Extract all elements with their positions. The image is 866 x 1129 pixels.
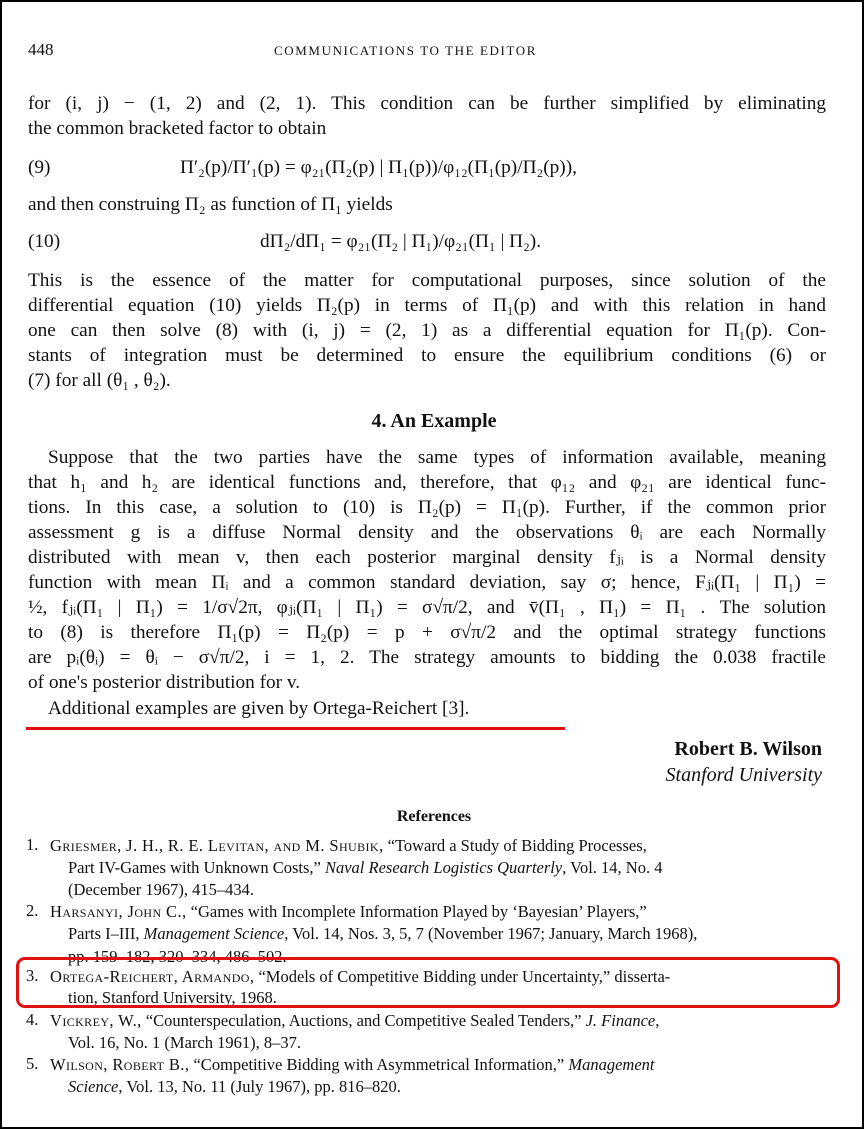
body-line: distributed with mean v, then each posterior marginal density fⱼᵢ is a Normal density <box>28 547 826 568</box>
red-underline-highlight <box>26 727 565 730</box>
body-line: Suppose that the two parties have the same types of information available, meaning <box>48 447 826 468</box>
reference-authors: Vickrey, W., <box>50 1011 142 1030</box>
body-line: tions. In this case, a solution to (10) is Π₂(p) = Π₁(p). Further, if the common prior <box>28 497 826 518</box>
reference-1-line-3: (December 1967), 415–434. <box>68 880 255 899</box>
running-title: COMMUNICATIONS TO THE EDITOR <box>274 43 538 58</box>
body-line: that h₁ and h₂ are identical functions and, therefore, that φ₁₂ and φ₂₁ are identical func- <box>28 472 826 493</box>
reference-5-line-1: Wilson, Robert B., “Competitive Bidding with Asymmetrical Information,” Management <box>50 1055 655 1074</box>
reference-2-line-1: Harsanyi, John C., “Games with Incomplete Information Played by ‘Bayesian’ Players,” <box>50 902 647 921</box>
journal-title: Naval Research Logistics Quarterly <box>324 858 563 877</box>
page-number: 448 <box>28 40 54 59</box>
reference-3-line-1: Ortega-Reichert, Armando, “Models of Competitive Bidding under Uncertainty,” disserta- <box>50 967 671 986</box>
body-line: for (i, j) − (1, 2) and (2, 1). This condition can be further simplified by eliminating <box>28 93 826 114</box>
reference-number: 5. <box>26 1054 39 1073</box>
body-line: and then construing Π₂ as function of Π₁ yields <box>28 194 393 215</box>
body-line: the common bracketed factor to obtain <box>28 118 327 139</box>
reference-4-line-1: Vickrey, W., “Counterspeculation, Auctions, and Competitive Sealed Tenders,” J. Finance, <box>50 1011 660 1030</box>
reference-3-line-2: tion, Stanford University, 1968. <box>68 988 277 1007</box>
equation-number: (9) <box>28 157 51 178</box>
body-line: ½, fⱼᵢ(Π₁ | Π₁) = 1/σ√2π, φⱼᵢ(Π₁ | Π₁) = σ√π/2, and v̄(Π₁ , Π₁) = Π₁ . The solution <box>28 597 826 618</box>
body-line: function with mean Πᵢ and a common standard deviation, say σ; hence, Fⱼᵢ(Π₁ | Π₁) = <box>28 572 826 593</box>
reference-authors: Wilson, Robert B., <box>50 1055 190 1074</box>
equation-10: dΠ₂/dΠ₁ = φ₂₁(Π₂ | Π₁)/φ₂₁(Π₁ | Π₂). <box>260 231 542 252</box>
reference-2-line-2: Parts I–III, Management Science, Vol. 14, Nos. 3, 5, 7 (November 1967; January, March 1968), <box>68 924 698 943</box>
reference-authors: Ortega-Reichert, Armando, <box>50 967 255 986</box>
reference-authors: Griesmer, J. H., R. E. Levitan, and M. Shubik, <box>50 836 384 855</box>
author-name: Robert B. Wilson <box>674 738 822 760</box>
author-affiliation: Stanford University <box>665 764 822 786</box>
journal-title: Management <box>568 1055 655 1074</box>
body-line: assessment g is a diffuse Normal density and the observations θᵢ are each Normally <box>28 522 826 543</box>
equation-number: (10) <box>28 231 61 252</box>
body-line: to (8) is therefore Π₁(p) = Π₂(p) = p + σ√π/2 and the optimal strategy functions <box>28 622 826 643</box>
reference-5-line-2: Science, Vol. 13, No. 11 (July 1967), pp. 816–820. <box>68 1077 401 1096</box>
journal-title: J. Finance <box>585 1011 656 1030</box>
reference-4-line-2: Vol. 16, No. 1 (March 1961), 8–37. <box>68 1033 301 1052</box>
reference-2-line-3-clipped: pp. 159–182, 320–334, 486–502. <box>68 947 287 966</box>
reference-1-line-1: Griesmer, J. H., R. E. Levitan, and M. Shubik, “Toward a Study of Bidding Processes, <box>50 836 647 855</box>
section-heading: 4. An Example <box>371 410 497 432</box>
body-line: (7) for all (θ₁ , θ₂). <box>28 370 171 391</box>
equation-9: Π′₂(p)/Π′₁(p) = φ₂₁(Π₂(p) | Π₁(p))/φ₁₂(Π₁(p)/Π₂(p)), <box>180 157 577 178</box>
reference-number: 2. <box>26 901 39 920</box>
journal-title: Science <box>68 1077 119 1096</box>
additional-examples-line: Additional examples are given by Ortega-Reichert [3]. <box>48 698 470 719</box>
body-line: stants of integration must be determined to ensure the equilibrium conditions (6) or <box>28 345 826 366</box>
body-line: one can then solve (8) with (i, j) = (2, 1) as a differential equation for Π₁(p). Con- <box>28 320 826 341</box>
reference-number: 1. <box>26 835 39 854</box>
body-line: of one's posterior distribution for v. <box>28 672 301 693</box>
references-heading: References <box>396 808 472 825</box>
body-line: This is the essence of the matter for computational purposes, since solution of the <box>28 270 826 291</box>
reference-authors: Harsanyi, John C., <box>50 902 187 921</box>
reference-1-line-2: Part IV-Games with Unknown Costs,” Naval Research Logistics Quarterly, Vol. 14, No. 4 <box>68 858 663 877</box>
body-line: differential equation (10) yields Π₂(p) in terms of Π₁(p) and with this relation in hand <box>28 295 826 316</box>
body-line: are pᵢ(θᵢ) = θᵢ − σ√π/2, i = 1, 2. The strategy amounts to bidding the 0.038 fractile <box>28 647 826 668</box>
reference-number: 3. <box>26 966 39 985</box>
red-box-highlight <box>16 957 840 1008</box>
journal-title: Management Science <box>143 924 285 943</box>
reference-number: 4. <box>26 1010 39 1029</box>
